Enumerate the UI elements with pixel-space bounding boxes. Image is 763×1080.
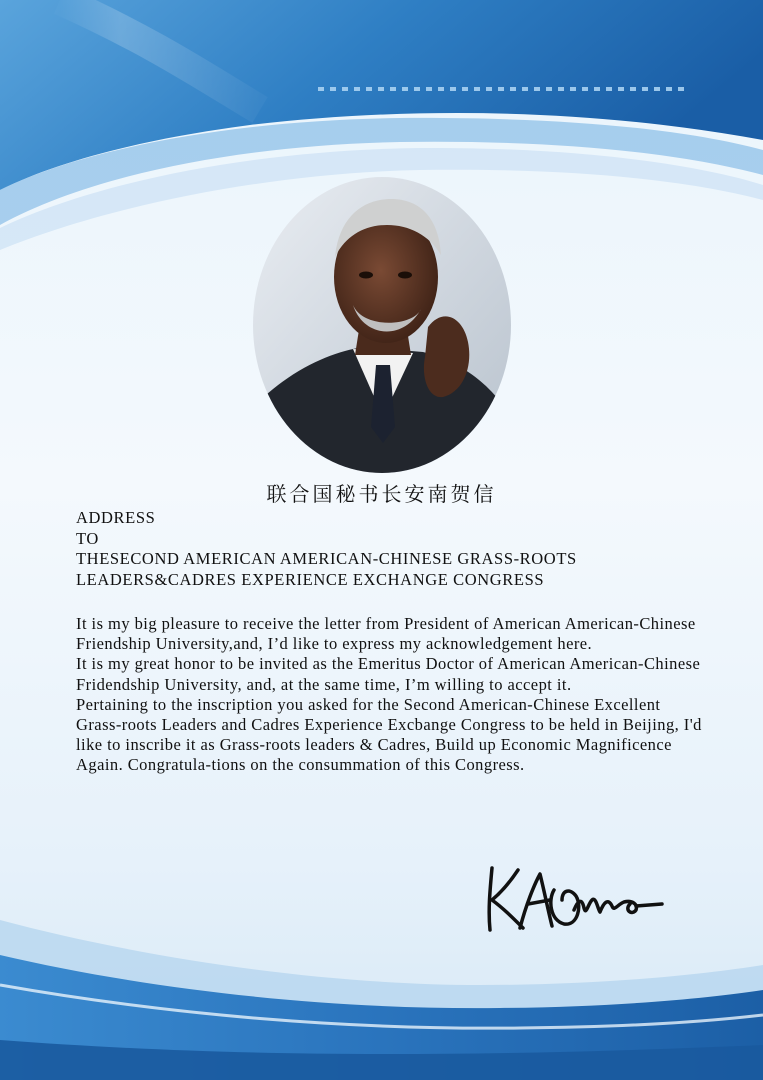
address-line: LEADERS&CADRES EXPERIENCE EXCHANGE CONGRESS xyxy=(76,569,545,589)
address-heading xyxy=(76,508,577,590)
address-line: TO xyxy=(76,528,99,548)
body-paragraph: It is my big pleasure to receive the letter from President of American American-Chinese Friendship University,and, I’d like to express my acknowledgement here. xyxy=(76,614,696,654)
address-line: ADDRESS xyxy=(76,508,156,527)
handwritten-signature xyxy=(478,860,668,940)
address-line: THESECOND AMERICAN AMERICAN-CHINESE GRASS-ROOTS xyxy=(76,549,577,568)
body-paragraph: It is my great honor to be invited as the Emeritus Doctor of American American-Chinese Fridendship University, and, at the same time, I’m willing to accept it. xyxy=(76,654,701,694)
chinese-title: 联合国秘书长安南贺信 xyxy=(266,482,497,506)
body-paragraph: Pertaining to the inscription you asked for the Second American-Chinese Excellent Grass-roots Leaders and Cadres Experience Excbange Congress to be held in Beijing, I'd like to inscribe it as Grass-roots leaders & Cadres, Build up Economic Magnificence Again. Congratula-tions on the consummation of this Congress. xyxy=(76,694,702,775)
portrait-photo xyxy=(253,177,511,473)
letter-body xyxy=(76,614,706,776)
